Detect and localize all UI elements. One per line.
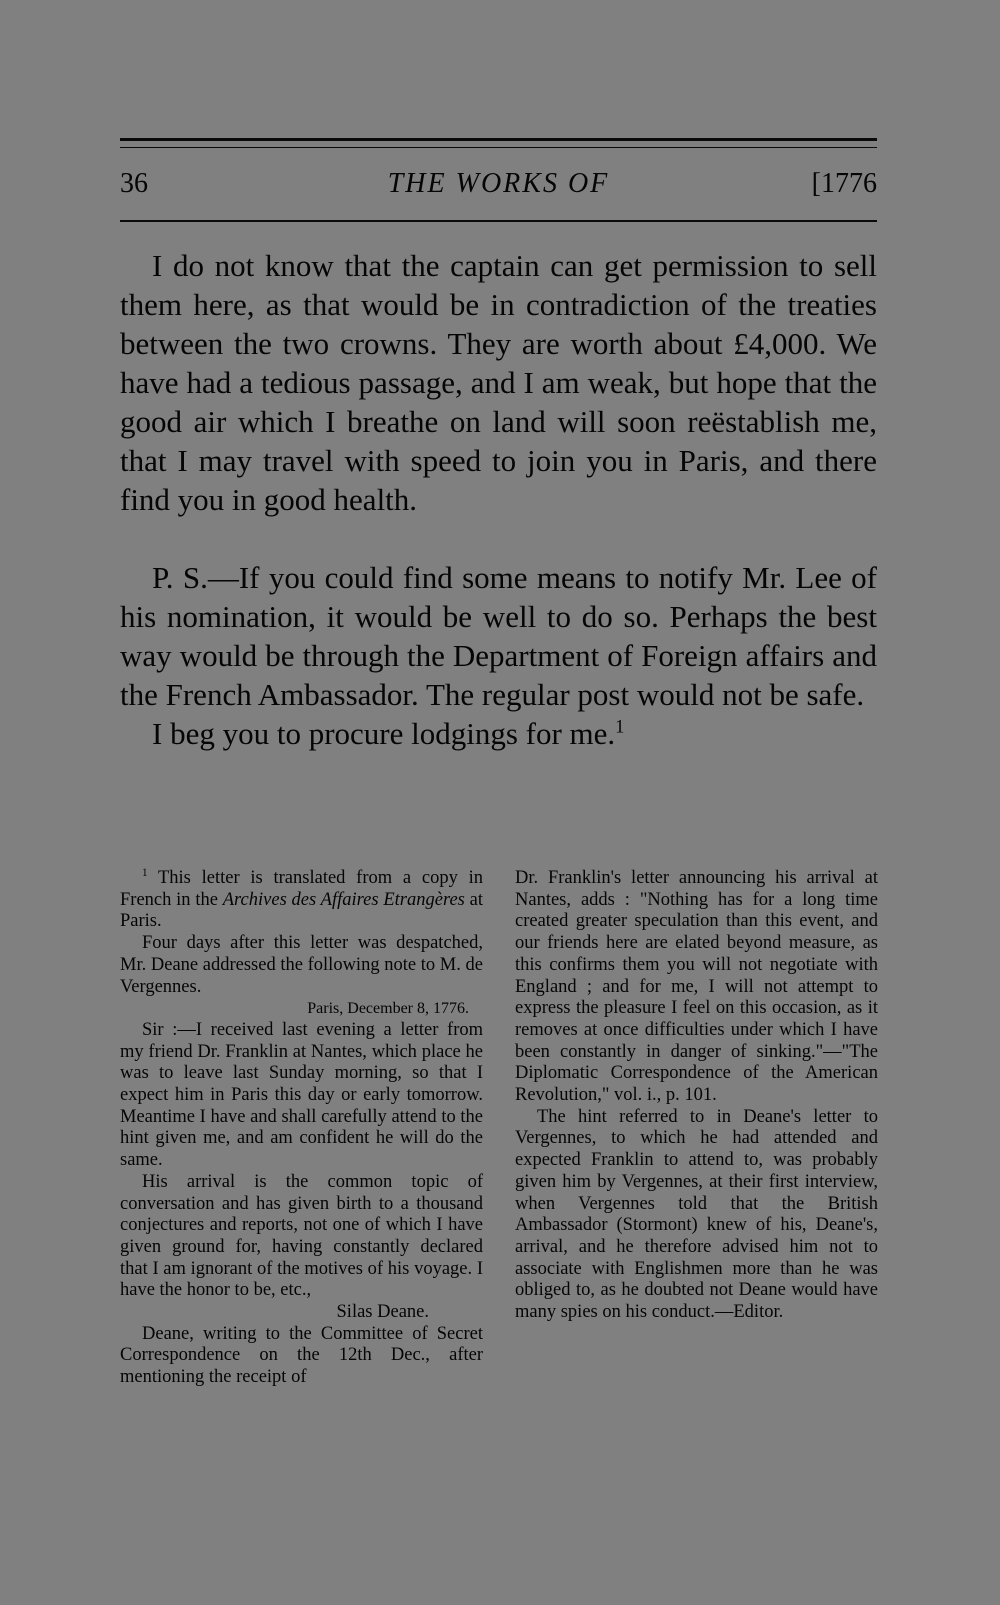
footnote-1 (120, 868, 483, 933)
letter-dateline: Paris, December 8, 1776. (307, 1000, 469, 1018)
footnote-1-italic: Archives des Affaires Etrangères (222, 889, 465, 910)
running-head (120, 168, 877, 208)
footnote-1-marker: 1 (142, 866, 148, 879)
letter-signature: Silas Deane. (336, 1302, 429, 1323)
main-text (120, 246, 877, 753)
running-year: [1776 (811, 168, 877, 199)
footnote-column-left (120, 868, 483, 1389)
footnote-paragraph: Deane, writing to the Committee of Secret Correspondence on the 12th Dec., after mentioning the receipt of (120, 1323, 483, 1388)
footnote-paragraph: Four days after this letter was despatched, Mr. Deane addressed the following note to M. de Vergennes. (120, 933, 483, 997)
footnote-1-text: This letter is translated from a copy in French in the (120, 868, 483, 910)
closing-paragraph (120, 714, 877, 753)
running-title: THE WORKS OF (387, 168, 610, 199)
footnote-paragraph: The hint referred to in Deane's letter to Vergennes, to which he had attended and expected Franklin to attend to, was probably given him by Vergennes, at their first interview, when Vergennes told that the British Ambassador (Stormont) knew of his, Deane's, arrival, and he therefore advised him not to associate with Englishmen more than he was obliged to, as he doubted not Deane would have many spies on his conduct.—Editor. (515, 1106, 878, 1323)
footnote-paragraph: His arrival is the common topic of conversation and has given birth to a thousand conjectures and reports, not one of which I have given ground for, having constantly declared that I am ignorant of the motives of his voyage. I have the honor to be, etc., (120, 1171, 483, 1301)
postscript-paragraph: P. S.—If you could find some means to notify Mr. Lee of his nomination, it would be well to do so. Perhaps the best way would be through the Department of Foreign affairs and the French Ambassador. The regular post would not be safe. (120, 560, 877, 712)
header-rule (120, 220, 877, 222)
page-number: 36 (120, 168, 148, 199)
top-rule-thin (120, 147, 877, 148)
footnote-column-right (515, 868, 878, 1324)
footnote-1-end: at Paris. (120, 889, 484, 932)
body-paragraph: I do not know that the captain can get permission to sell them here, as that would be in contradiction of the treaties between the two crowns. They are worth about £4,000. We have had a tedious passage, and I am weak, but hope that the good air which I breathe on land will soon reëstablish me, that I may travel with speed to join you in Paris, and there find you in good health. (120, 248, 877, 517)
footnote-paragraph: Dr. Franklin's letter announcing his arrival at Nantes, adds : "Nothing has for a long time created greater speculation than this event, and our friends here are elated beyond measure, as this confirms them you will not negotiate with England ; and for me, I will not attempt to express the pleasure I feel on this occasion, as it removes at once difficulties under which I have been constantly in danger of sinking."—"The Diplomatic Correspondence of the American Revolution," vol. i., p. 101. (515, 868, 878, 1106)
closing-text: I beg you to procure lodgings for me. (152, 716, 616, 751)
footnote-paragraph: Sir :—I received last evening a letter from my friend Dr. Franklin at Nantes, which place he was to leave last Sunday morning, so that I expect him in Paris this day or early tomorrow. Meantime I have and shall carefully attend to the hint given me, and am confident he will do the same. (120, 1019, 483, 1171)
footnote-marker: 1 (615, 716, 625, 738)
top-rule-thick (120, 138, 877, 141)
